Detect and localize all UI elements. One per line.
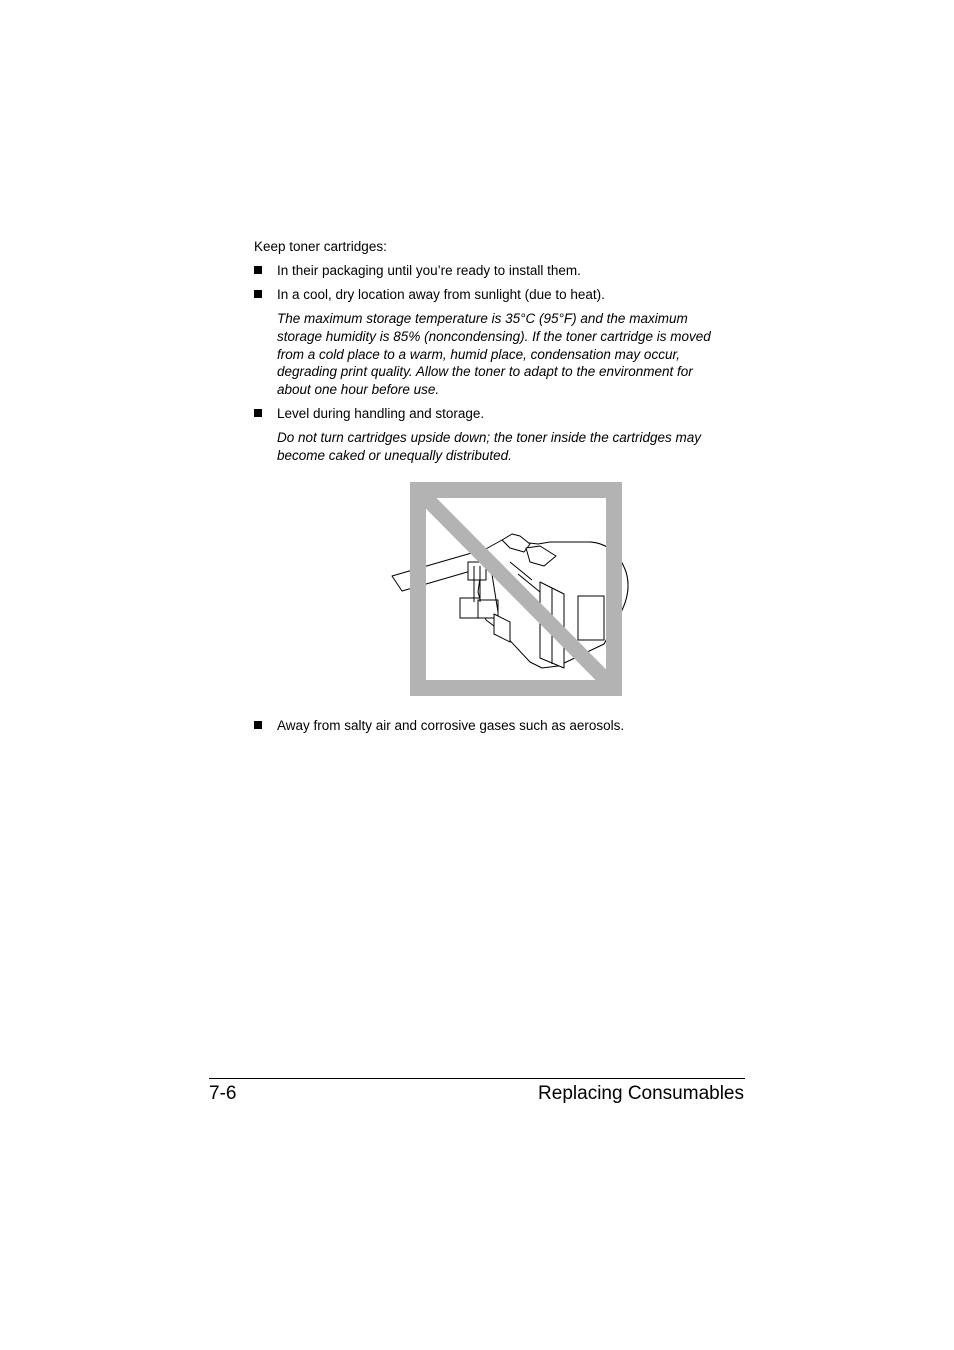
storage-note-line: degrading print quality. Allow the toner to adapt to the environment for: [277, 364, 693, 380]
page-number: 7-6: [209, 1083, 237, 1104]
footer-divider: [209, 1078, 745, 1079]
bullet-cool-dry: In a cool, dry location away from sunlight (due to heat).: [277, 287, 605, 302]
section-title: Replacing Consumables: [538, 1083, 744, 1104]
level-note-line: Do not turn cartridges upside down; the toner inside the cartridges may: [277, 430, 701, 445]
level-note: [277, 429, 747, 465]
prohibited-upside-down-toner-cartridge-icon: [390, 482, 635, 696]
storage-note-line: about one hour before use.: [277, 382, 440, 398]
storage-note: [277, 310, 747, 399]
bullet-square-icon: [254, 290, 262, 298]
bullet-square-icon: [254, 266, 262, 274]
intro-text: Keep toner cartridges:: [254, 239, 387, 254]
storage-note-line: The maximum storage temperature is 35°C (95°F) and the maximum: [277, 311, 688, 326]
level-note-line: become caked or unequally distributed.: [277, 447, 512, 463]
bullet-salty-air: Away from salty air and corrosive gases such as aerosols.: [277, 718, 625, 733]
storage-note-line: storage humidity is 85% (noncondensing). If the toner cartridge is moved: [277, 328, 711, 344]
bullet-level: Level during handling and storage.: [277, 406, 485, 421]
bullet-square-icon: [254, 721, 262, 729]
storage-note-line: from a cold place to a warm, humid place, condensation may occur,: [277, 346, 680, 362]
bullet-packaging: In their packaging until you’re ready to install them.: [277, 263, 581, 278]
bullet-square-icon: [254, 409, 262, 417]
